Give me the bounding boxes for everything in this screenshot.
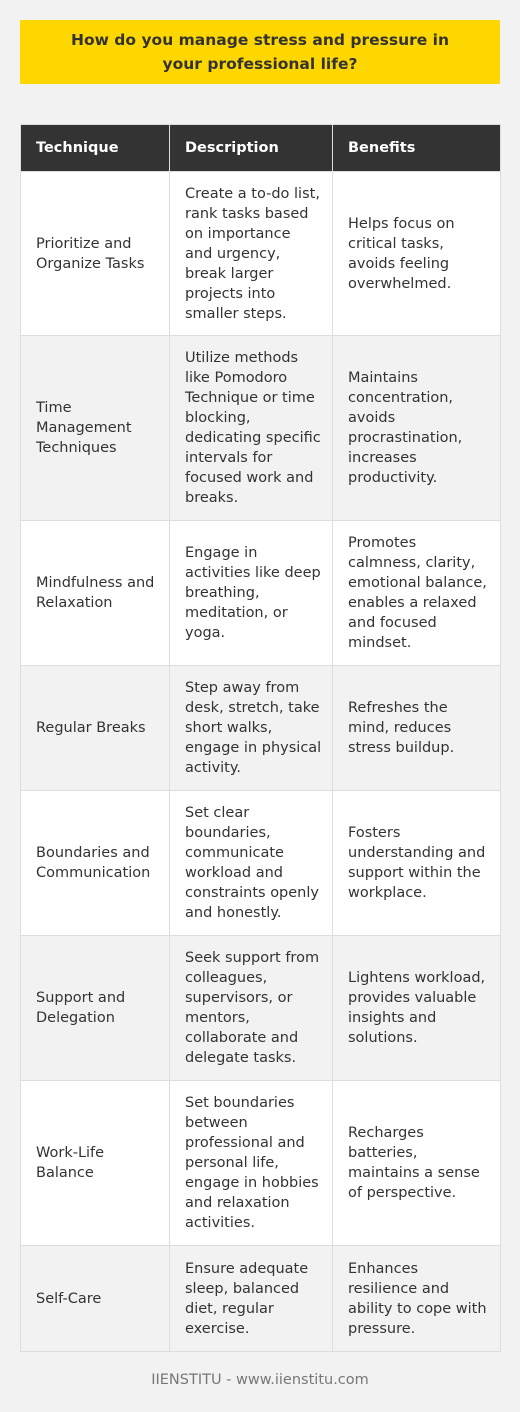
technique-cell: Work-Life Balance bbox=[21, 1081, 170, 1246]
technique-cell: Prioritize and Organize Tasks bbox=[21, 172, 170, 336]
benefits-cell: Recharges batteries, maintains a sense of perspective. bbox=[333, 1081, 501, 1246]
stress-techniques-table bbox=[20, 124, 501, 1352]
benefits-cell: Enhances resilience and ability to cope with pressure. bbox=[333, 1246, 501, 1352]
header-benefits: Benefits bbox=[333, 125, 501, 172]
benefits-cell: Fosters understanding and support within the workplace. bbox=[333, 791, 501, 936]
technique-cell: Boundaries and Communication bbox=[21, 791, 170, 936]
description-cell: Set boundaries between professional and personal life, engage in hobbies and relaxation activities. bbox=[170, 1081, 333, 1246]
table-row bbox=[21, 336, 501, 521]
table-header bbox=[21, 125, 501, 172]
header-description: Description bbox=[170, 125, 333, 172]
description-cell: Utilize methods like Pomodoro Technique or time blocking, dedicating specific intervals for focused work and breaks. bbox=[170, 336, 333, 521]
benefits-cell: Helps focus on critical tasks, avoids feeling overwhelmed. bbox=[333, 172, 501, 336]
description-cell: Engage in activities like deep breathing, meditation, or yoga. bbox=[170, 521, 333, 666]
description-cell: Step away from desk, stretch, take short walks, engage in physical activity. bbox=[170, 666, 333, 791]
description-cell: Seek support from colleagues, supervisors, or mentors, collaborate and delegate tasks. bbox=[170, 936, 333, 1081]
benefits-cell: Lightens workload, provides valuable insights and solutions. bbox=[333, 936, 501, 1081]
benefits-cell: Refreshes the mind, reduces stress buildup. bbox=[333, 666, 501, 791]
table-row bbox=[21, 666, 501, 791]
header-technique: Technique bbox=[21, 125, 170, 172]
table-row bbox=[21, 936, 501, 1081]
description-cell: Ensure adequate sleep, balanced diet, regular exercise. bbox=[170, 1246, 333, 1352]
page-title: How do you manage stress and pressure in your professional life? bbox=[70, 31, 450, 73]
description-cell: Set clear boundaries, communicate workload and constraints openly and honestly. bbox=[170, 791, 333, 936]
title-banner bbox=[20, 20, 500, 84]
table-row bbox=[21, 1081, 501, 1246]
technique-cell: Time Management Techniques bbox=[21, 336, 170, 521]
benefits-cell: Promotes calmness, clarity, emotional balance, enables a relaxed and focused mindset. bbox=[333, 521, 501, 666]
technique-cell: Support and Delegation bbox=[21, 936, 170, 1081]
technique-cell: Mindfulness and Relaxation bbox=[21, 521, 170, 666]
benefits-cell: Maintains concentration, avoids procrastination, increases productivity. bbox=[333, 336, 501, 521]
table-row bbox=[21, 172, 501, 336]
technique-cell: Self-Care bbox=[21, 1246, 170, 1352]
table-row bbox=[21, 791, 501, 936]
footer-credit: IIENSTITU - www.iienstitu.com bbox=[151, 1372, 369, 1388]
technique-cell: Regular Breaks bbox=[21, 666, 170, 791]
description-cell: Create a to-do list, rank tasks based on importance and urgency, break larger projects into smaller steps. bbox=[170, 172, 333, 336]
table-row bbox=[21, 1246, 501, 1352]
table-row bbox=[21, 521, 501, 666]
